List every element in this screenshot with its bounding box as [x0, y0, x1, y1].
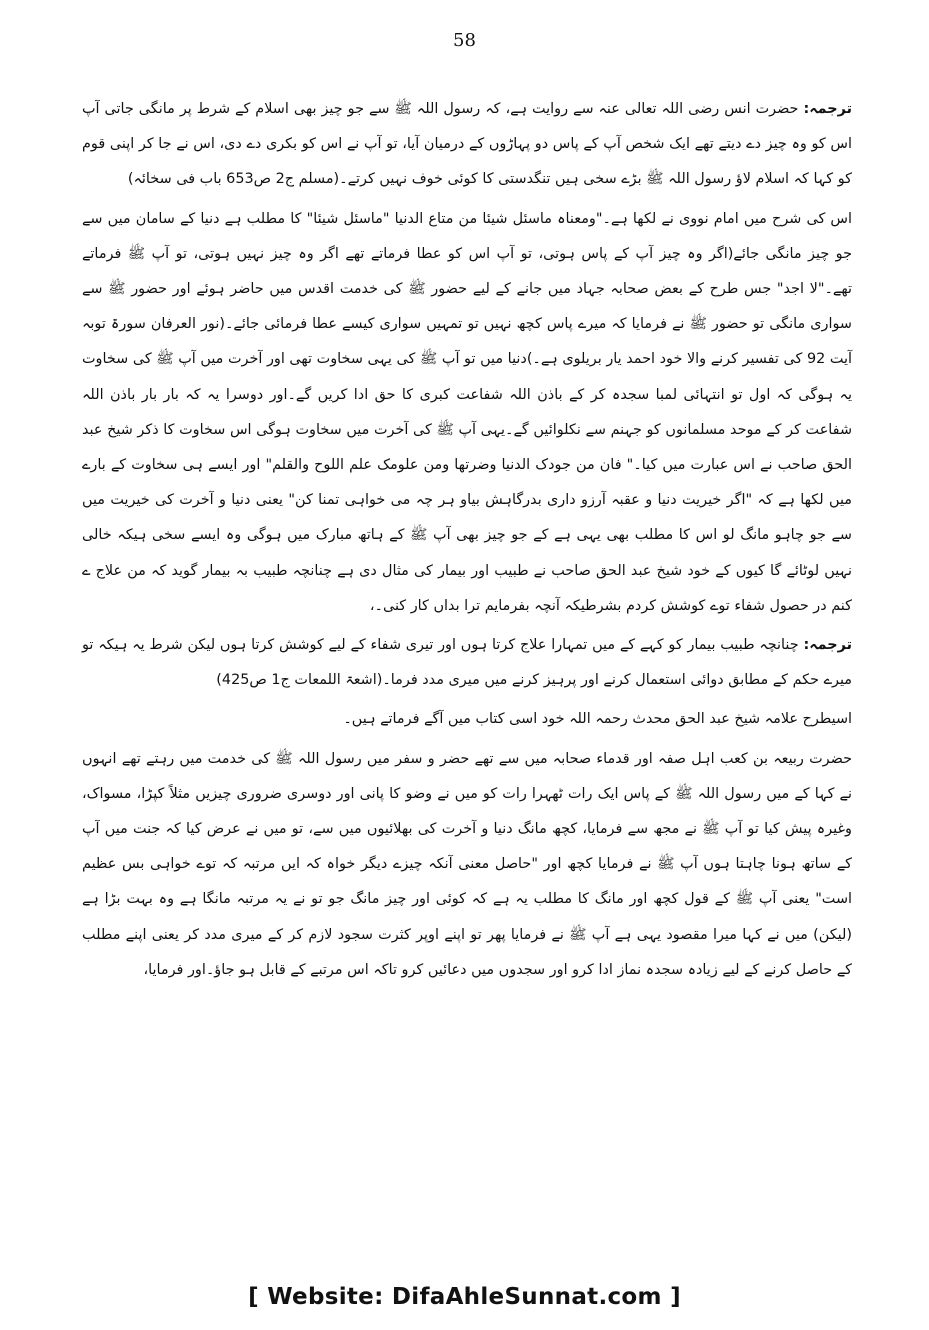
translation-label: ترجمہ: [803, 637, 852, 654]
paragraph-translation-2 [82, 628, 852, 698]
paragraph-commentary [82, 202, 852, 624]
paragraph-text: اس کی شرح میں امام نووی نے لکھا ہے۔"ومعناہ ماسئل شیئا من متاع الدنیا "ماسئل شیئا" کا مطلب ہے دنیا کے سامان میں سے جو چیز مانگی جائے(اگر وہ چیز آپ کے پاس ہوتی، تو آپ اس کو عطا فرماتے تھے اگر وہ چیز نہیں ہوتی، تو آپ ﷺ فرماتے تھے۔"لا اجد" جس طرح کے بعض صحابہ جہاد میں جانے کے لیے حضور ﷺ کی خدمت اقدس میں حاضر ہوئے اور حضور ﷺ سے سواری مانگی تو حضور ﷺ نے فرمایا کہ میرے پاس کچھ نہیں تو تمہیں سواری کیسے عطا فرمائی جائے۔(نور العرفان سورۃ توبہ آیت 92 کی تفسیر کرنے والا خود احمد یار بریلوی ہے۔)دنیا میں تو آپ ﷺ کی یہی سخاوت تھی اور آخرت میں آپ ﷺ کی سخاوت یہ ہوگی کہ اول تو انتہائی لمبا سجدہ کر کے باذن اللہ شفاعت کبری کا حق ادا کریں گے۔اور دوسرا یہ کہ بار بار باذن اللہ شفاعت کر کے موحد مسلمانوں کو جہنم سے نکلوائیں گے۔یہی آپ ﷺ کی آخرت میں سخاوت ہوگی اس سخاوت کا ذکر شیخ عبد الحق صاحب نے اس عبارت میں کیا۔" فان من جودک الدنیا وضرتھا ومن علومک علم اللوح والقلم" اور ایسے ہی سخاوت کے بارے میں لکھا ہے کہ "اگر خیریت دنیا و عقبہ آرزو داری بدرگاہش بیاو ہر چہ می خواہی تمنا کن" یعنی دنیا و آخرت کی خیریت میں سے جو چاہو مانگ لو اس کا مطلب بھی یہی ہے کے جو چیز بھی آپ ﷺ کے ہاتھ مبارک میں ہوگی وہ ایسے سخی ہیکہ خالی نہیں لوٹائے گا کیوں کے خود شیخ عبد الحق صاحب نے طبیب اور بیمار کی مثال دی ہے چنانچہ طبیب بہ بیمار گوید کہ من علاج ے کنم در حصول شفاء توے کوشش کردم بشرطیکہ آنچہ بفرمایم ترا بداں کار کنی۔، [82, 210, 852, 614]
translation-label: ترجمہ: [803, 101, 853, 117]
website-footer: [ Website: DifaAhleSunnat.com ] [248, 1284, 681, 1310]
paragraph-translation-1 [82, 92, 852, 198]
document-body [82, 92, 852, 992]
paragraph-intro [82, 702, 852, 737]
paragraph-text: حضرت ربیعہ بن کعب اہل صفہ اور قدماء صحابہ میں سے تھے حضر و سفر میں رسول اللہ ﷺ کی خدمت میں رہتے تھے انہوں نے کہا کے میں رسول اللہ ﷺ کے پاس ایک رات ٹھہرا رات کو میں نے وضو کا پانی اور دوسری ضروری چیزیں مثلاً کپڑا، مسواک، وغیرہ پیش کیا تو آپ ﷺ نے مجھ سے فرمایا، کچھ مانگ دنیا و آخرت کی بھلائیوں میں سے، تو میں نے عرض کیا کہ جنت میں آپ کے ساتھ ہونا چاہتا ہوں آپ ﷺ نے فرمایا کچھ اور "حاصل معنی آنکہ چیزے دیگر خواہ کہ ایں مرتبہ کہ توے خواہی بس عظیم است" یعنی آپ ﷺ کے قول کچھ اور مانگ کا مطلب یہ ہے کہ کوئی اور چیز مانگ جو تو نے یہ مرتبہ مانگا ہے وہ بہت بڑا ہے (لیکن) میں نے کہا میرا مقصود یہی ہے آپ ﷺ نے فرمایا پھر تو اپنے اوپر کثرت سجود لازم کر کے میری مدد کر یعنی اپنے مطلب کے حاصل کرنے کے لیے زیادہ سجدہ نماز ادا کرو اور سجدوں میں دعائیں کرو تاکہ اس مرتبے کے قابل ہو جاؤ۔اور فرمایا، [82, 750, 852, 978]
paragraph-text: حضرت انس رضی اللہ تعالی عنہ سے روایت ہے، کہ رسول اللہ ﷺ سے جو چیز بھی اسلام کے شرط پر مانگی جاتی آپ اس کو وہ چیز دے دیتے تھے ایک شخص آپ کے پاس دو پہاڑوں کے درمیان آیا، تو آپ نے اس کو بکری دے دی، اس نے جا کر اپنی قوم کو کہا کہ اسلام لاؤ رسول اللہ ﷺ بڑے سخی ہیں تنگدستی کا کوئی خوف نہیں کرتے۔(مسلم ج2 ص653 باب فی سخائہ) [82, 101, 852, 188]
paragraph-text: چنانچہ طبیب بیمار کو کہے کے میں تمہارا علاج کرتا ہوں اور تیری شفاء کے لیے کوشش کرتا ہوں لیکن شرط یہ ہیکہ تو میرے حکم کے مطابق دوائی استعمال کرنے اور پرہیز کرنے میں میری مدد فرما۔(اشعۃ اللمعات ج1 ص425) [82, 637, 852, 689]
paragraph-text: اسیطرح علامہ شیخ عبد الحق محدث رحمہ اللہ خود اسی کتاب میں آگے فرماتے ہیں۔ [343, 711, 852, 728]
page-number: 58 [453, 30, 476, 51]
paragraph-hadith [82, 742, 852, 988]
